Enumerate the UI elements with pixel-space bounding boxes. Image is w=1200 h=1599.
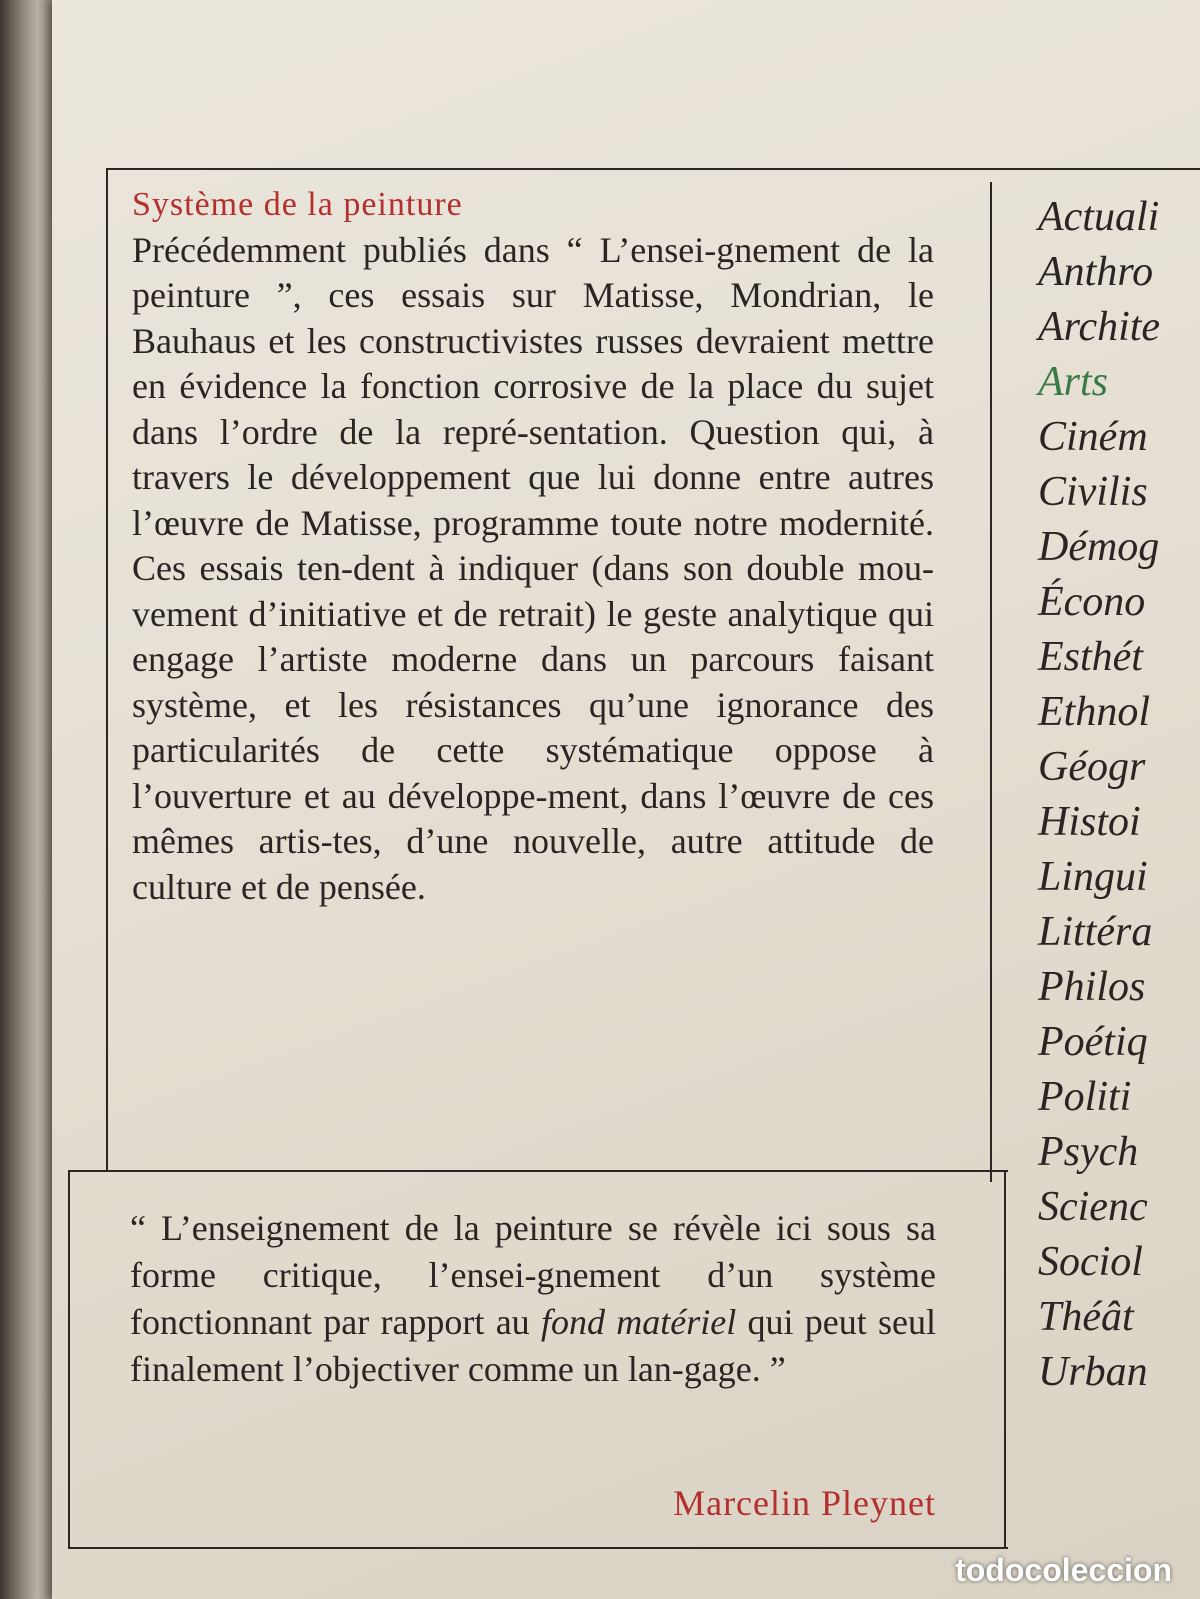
category-item: Politi [1038, 1074, 1132, 1120]
quote-bottom-border [68, 1547, 1008, 1549]
box-top-border [106, 168, 1200, 170]
category-item: Archite [1038, 304, 1161, 350]
category-item: Anthro [1038, 249, 1154, 295]
category-item: Arts [1038, 359, 1109, 405]
category-item: Urban [1038, 1349, 1148, 1395]
category-item: Psych [1038, 1129, 1139, 1175]
category-item: Philos [1038, 964, 1146, 1010]
category-item: Ciném [1038, 414, 1148, 460]
category-item: Géogr [1038, 744, 1146, 790]
category-item: Esthét [1038, 634, 1143, 680]
column-divider [990, 182, 992, 1182]
description-text: Précédemment publiés dans “ L’ensei-gnement de la peinture ”, ces essais sur Matisse, Mondrian, le Bauhaus et les constructivistes russes devraient mettre en évidence la fonction corrosive de la place du sujet dans l’ordre de la repré-sentation. Question qui, à travers le développement que lui donne entre autres l’œuvre de Matisse, programme toute notre modernité. Ces essais ten-dent à indiquer (dans son double mou-vement d’initiative et de retrait) le geste analytique qui engage l’artiste moderne dans un parcours faisant système, et les résistances qu’une ignorance des particularités de cette systématique oppose à l’ouverture et au développe-ment, dans l’œuvre de ces mêmes artis-tes, d’une nouvelle, autre attitude de culture et de pensée. [132, 229, 934, 907]
author-name: Marcelin Pleynet [673, 1483, 936, 1523]
category-item: Sociol [1038, 1239, 1143, 1285]
category-list [1038, 190, 1200, 1400]
description-block [132, 182, 934, 910]
quote-left-border [68, 1170, 70, 1548]
quote-text-start: “ L’enseignement de la peinture se révèle ici sous sa forme critique, l’ensei-gnement d’un système fonctionnant par rapport au [130, 1208, 936, 1342]
category-item: Histoi [1038, 799, 1141, 845]
quote-block [130, 1205, 936, 1393]
section-title: Système de la peinture [132, 186, 463, 223]
watermark: todocoleccion [955, 1552, 1172, 1588]
box-divider-horizontal [68, 1170, 1008, 1172]
quote-emphasis: fond matériel [540, 1302, 737, 1342]
category-item: Poétiq [1038, 1019, 1148, 1065]
category-item: Écono [1038, 579, 1146, 625]
category-item: Théât [1038, 1294, 1134, 1340]
category-item: Actuali [1038, 194, 1160, 240]
quote-text-end: qui peut seul finalement l’objectiver comme un lan-gage. ” [130, 1302, 936, 1389]
category-item: Civilis [1038, 469, 1148, 515]
category-item: Scienc [1038, 1184, 1148, 1230]
category-item: Démog [1038, 524, 1160, 570]
category-item: Littéra [1038, 909, 1153, 955]
category-item: Ethnol [1038, 689, 1150, 735]
category-item: Lingui [1038, 854, 1148, 900]
box-left-border [106, 168, 108, 1170]
quote-right-border [1004, 1170, 1006, 1548]
